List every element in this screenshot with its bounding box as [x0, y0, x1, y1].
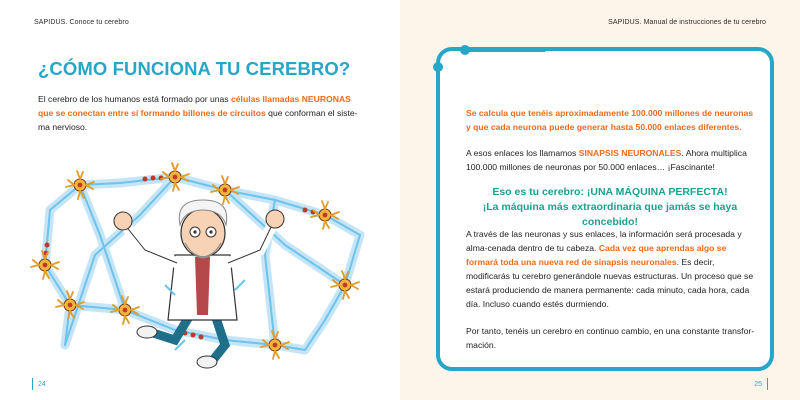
card-headline-1: Eso es tu cerebro: ¡UNA MÁQUINA PERFECTA!	[492, 186, 728, 198]
p3-text-1: A través de las neuronas y sus enlaces, la información será procesada y alma-cenada dentro de tu cabeza.	[466, 229, 742, 253]
card-paragraph-3	[466, 227, 756, 311]
p2-highlight: SINAPSIS NEURONALES	[578, 148, 682, 158]
card-paragraph-2	[466, 146, 756, 174]
p3-highlight: Cada vez que aprendas algo se formará toda una nueva red de sinapsis neuronales	[466, 243, 727, 267]
intro-text-1: El cerebro de los humanos está formado por unas	[38, 94, 231, 104]
p2-text-1: A esos enlaces los llamamos	[466, 148, 579, 158]
page-number-left: 24	[38, 381, 46, 388]
card-side-line	[437, 66, 440, 116]
page-rule-left	[32, 378, 33, 390]
running-head-right: SAPIDUS. Manual de instrucciones de tu cerebro	[608, 19, 766, 26]
intro-paragraph	[38, 92, 368, 134]
p3-text-2: . Es decir, modificarás tu cerebro generándole nuevas estructuras. Un proceso que se estará produciendo de manera permanente: cada minuto, cada hora, cada día. Incluso cuando estés durmiendo.	[466, 257, 754, 309]
running-head-left: SAPIDUS. Conoce tu cerebro	[34, 19, 129, 26]
intro-text-2: que conforman el siste-ma nervioso.	[38, 108, 358, 132]
card-side-dot	[433, 62, 443, 72]
intro-highlight: células llamadas NEURONAS que se conectan entre sí formando billones de circuitos	[38, 94, 351, 118]
card-tab-bar	[466, 48, 546, 52]
page-title: ¿CÓMO FUNCIONA TU CEREBRO?	[38, 58, 351, 79]
page-number-right: 25	[754, 381, 762, 388]
neuron-network-illustration	[25, 155, 380, 370]
p2-text-2: . Ahora multiplica 100.000 millones de neuronas por 50.000 enlaces… ¡Fascinante!	[466, 148, 747, 172]
card-tab-decoration	[460, 45, 548, 55]
card-headline-2: ¡La máquina más extraordinaria que jamás se haya concebido!	[482, 201, 738, 228]
page-rule-right	[767, 378, 768, 390]
card-paragraph-4: Por tanto, tenéis un cerebro en continuo cambio, en una constante transfor-mación.	[466, 326, 755, 350]
card-paragraph-1: Se calcula que tenéis aproximadamente 100.000 millones de neuronas y que cada neurona puede generar hasta 50.000 enlaces diferentes.	[466, 108, 754, 132]
card-tab-dot	[460, 45, 470, 55]
